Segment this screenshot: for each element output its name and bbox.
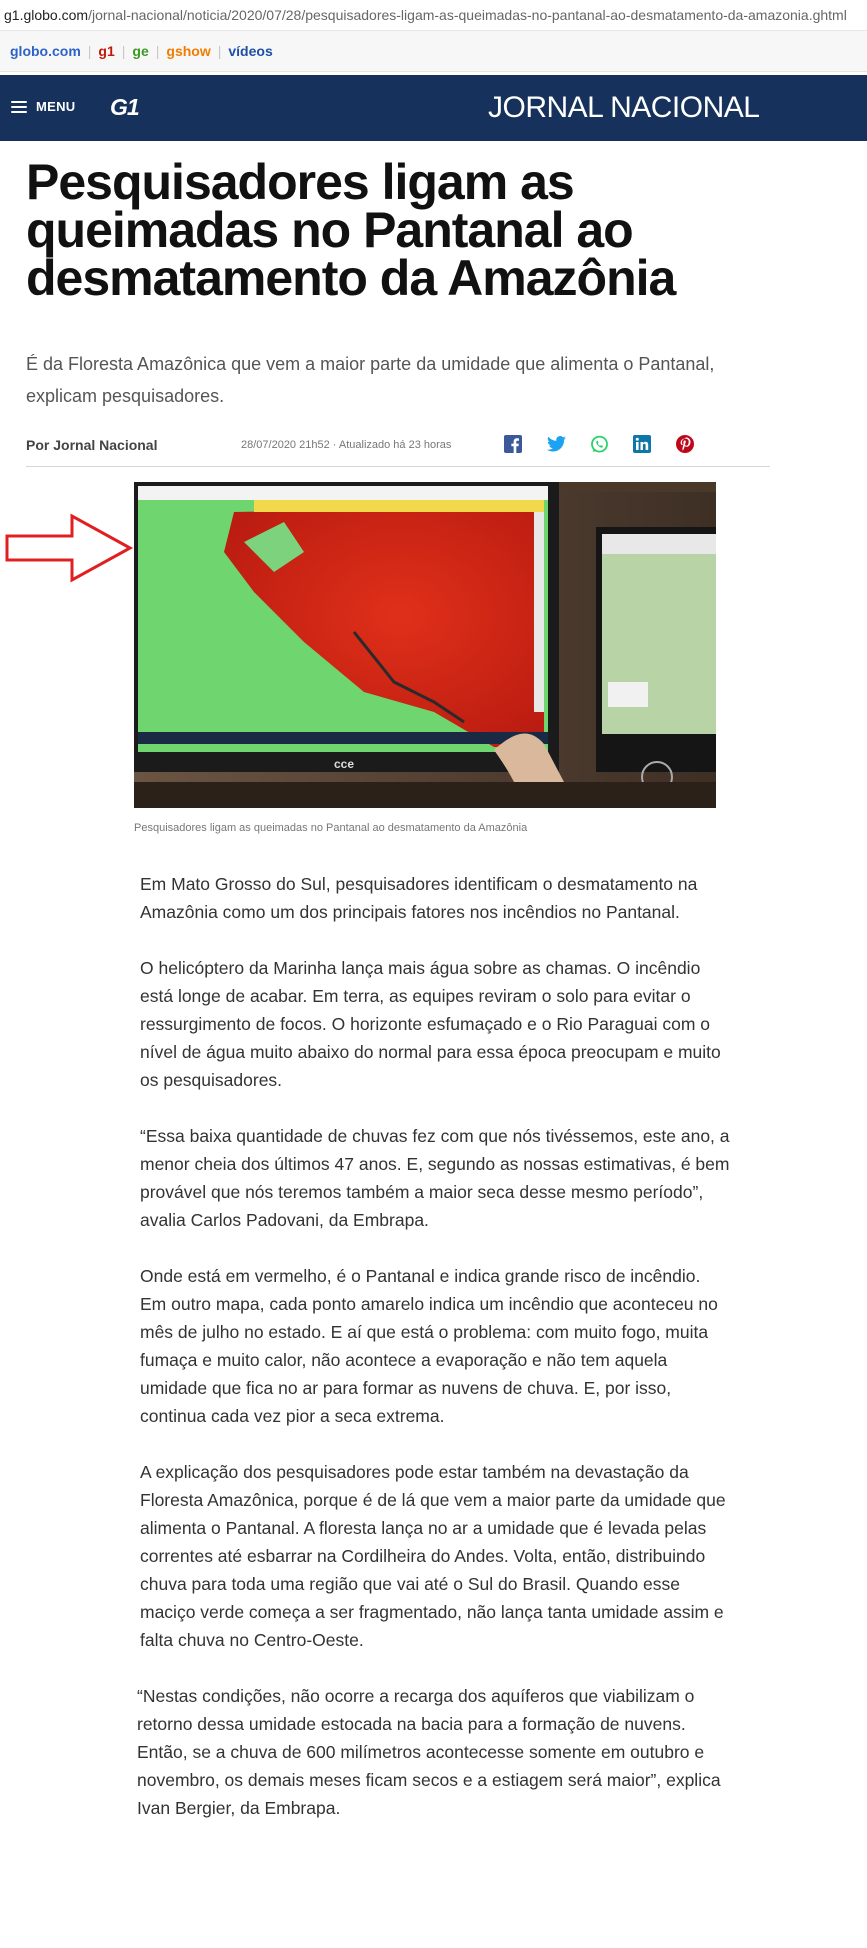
article-meta [26, 428, 770, 467]
url-host: g1.globo.com [4, 7, 89, 23]
brand-separator: | [217, 43, 222, 59]
brand-link-gshow[interactable]: gshow [166, 43, 211, 59]
article-photo[interactable] [134, 482, 716, 808]
whatsapp-icon[interactable] [588, 433, 610, 455]
paragraph: “Essa baixa quantidade de chuvas fez com que nós tivéssemos, este ano, a menor cheia dos últimos 47 anos. E, segundo as nossas estimativas, é bem provável que nós teremos também a maior seca desse mesmo período”, avalia Carlos Padovani, da Embrapa. [140, 1126, 730, 1230]
paragraph: Em Mato Grosso do Sul, pesquisadores identificam o desmatamento na Amazônia como um dos principais fatores nos incêndios no Pantanal. [140, 874, 698, 922]
article-subtitle: É da Floresta Amazônica que vem a maior parte da umidade que alimenta o Pantanal, explicam pesquisadores. [26, 354, 715, 406]
article-title: Pesquisadores ligam as queimadas no Pantanal ao desmatamento da Amazônia [26, 154, 676, 306]
paragraph: O helicóptero da Marinha lança mais água sobre as chamas. O incêndio está longe de acabar. Em terra, as equipes reviram o solo para evitar o ressurgimento de focos. O horizonte esfumaçado e o Rio Paraguai com o nível de água muito abaixo do normal para essa época preocupam e muito os pesquisadores. [140, 958, 721, 1090]
pinterest-icon[interactable] [674, 433, 696, 455]
paragraph-quote: “Nestas condições, não ocorre a recarga dos aquíferos que viabilizam o retorno dessa umidade estocada na bacia para a formação de nuvens. Então, se a chuva de 600 milímetros acontecesse somente em outubro e novembro, os demais meses ficam secos e a estiagem será maior”, explica Ivan Bergier, da Embrapa. [137, 1686, 721, 1818]
globo-brand-bar [0, 31, 867, 72]
site-header [0, 75, 867, 141]
share-bar [502, 433, 696, 455]
address-bar[interactable] [0, 0, 867, 31]
hamburger-icon [11, 101, 27, 113]
paragraph: A explicação dos pesquisadores pode estar também na devastação da Floresta Amazônica, porque é de lá que vem a maior parte da umidade que alimenta o Pantanal. A floresta lança no ar a umidade que é levada pelas correntes até esbarrar na Cordilheira do Andes. Volta, então, distribuindo chuva para toda uma região que vai até o Sul do Brasil. Quando esse maciço verde começa a ser fragmentado, não lança tanta umidade assim e falta chuva no Centro-Oeste. [140, 1462, 726, 1650]
facebook-icon[interactable] [502, 433, 524, 455]
red-arrow-annotation [4, 512, 134, 589]
twitter-icon[interactable] [545, 433, 567, 455]
brand-link-ge[interactable]: ge [132, 43, 149, 59]
tv-brand-label: cce [333, 757, 355, 771]
image-caption: Pesquisadores ligam as queimadas no Pantanal ao desmatamento da Amazônia [134, 822, 528, 834]
brand-link-g1[interactable]: g1 [98, 43, 115, 59]
brand-link-videos[interactable]: vídeos [228, 43, 273, 59]
linkedin-icon[interactable] [631, 433, 653, 455]
paragraph: Onde está em vermelho, é o Pantanal e indica grande risco de incêndio. Em outro mapa, cada ponto amarelo indica um incêndio que aconteceu no mês de julho no estado. E aí que está o problema: com muito fogo, muita fumaça e muito calor, não acontece a evaporação e não tem aquela umidade que fica no ar para formar as nuvens de chuva. E, por isso, continua cada vez pior a seca extrema. [140, 1266, 718, 1426]
article-body [137, 870, 730, 1850]
brand-link-globo[interactable]: globo.com [10, 43, 81, 59]
article-author: Por Jornal Nacional [26, 437, 158, 453]
menu-button[interactable] [11, 99, 75, 114]
url-path: /jornal-nacional/noticia/2020/07/28/pesquisadores-ligam-as-queimadas-no-pantanal-ao-desmatamento-da-amazonia.ghtml [88, 7, 847, 23]
brand-separator: | [87, 43, 92, 59]
brand-separator: | [155, 43, 160, 59]
menu-label: MENU [36, 99, 76, 114]
program-title[interactable]: JORNAL NACIONAL [488, 91, 760, 124]
article-date: 28/07/2020 21h52 · Atualizado há 23 horas [241, 439, 452, 451]
brand-separator: | [121, 43, 126, 59]
g1-logo[interactable]: G1 [110, 94, 139, 120]
